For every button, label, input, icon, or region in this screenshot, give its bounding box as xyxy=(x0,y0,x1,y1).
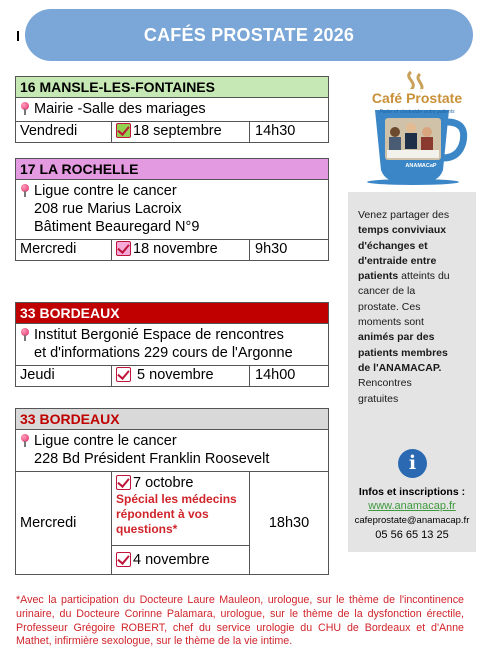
sidebar-line: Rencontres xyxy=(358,377,412,390)
info-title: Infos et inscriptions : xyxy=(358,486,466,498)
event-date-1-cell xyxy=(112,472,249,491)
sidebar-line: Venez partager des xyxy=(358,209,450,221)
map-pin-icon xyxy=(20,328,30,340)
location-line: 228 Bd Président Franklin Roosevelt xyxy=(34,451,270,467)
sidebar-line: patients membres xyxy=(358,346,448,359)
location-line: 208 rue Marius Lacroix xyxy=(34,201,182,217)
sidebar-line: cancer de la xyxy=(358,285,416,298)
event-date: 18 novembre xyxy=(133,241,218,257)
website-link[interactable]: www.anamacap.fr xyxy=(368,500,456,512)
map-pin-icon xyxy=(20,102,30,114)
logo-title: Café Prostate xyxy=(371,90,463,106)
event-day: Mercredi xyxy=(16,240,112,260)
event-date: 7 octobre xyxy=(133,475,194,491)
event-header: 33 BORDEAUX xyxy=(16,303,328,324)
event-schedule-row xyxy=(16,366,328,386)
checkbox-icon xyxy=(116,552,131,567)
event-date-cell xyxy=(112,366,250,386)
event-card-la-rochelle xyxy=(15,158,329,261)
event-card-mansle xyxy=(15,76,329,143)
event-time: 18h30 xyxy=(268,515,310,531)
map-pin-icon xyxy=(20,184,30,196)
event-date-cell xyxy=(112,240,250,260)
sidebar-line: gratuites xyxy=(358,392,399,405)
event-schedule-row xyxy=(16,122,328,142)
event-day: Jeudi xyxy=(16,366,112,386)
event-card-bordeaux-bergonie xyxy=(15,302,329,387)
event-schedule-row xyxy=(16,240,328,260)
cafe-prostate-logo xyxy=(363,70,473,185)
event-date-cell xyxy=(112,122,250,142)
email-link[interactable]: cafeprostate@anamacap.fr xyxy=(354,515,470,526)
sidebar-description xyxy=(358,208,468,407)
sidebar-line: d'échanges et xyxy=(358,239,428,252)
sidebar-line xyxy=(358,269,468,284)
sidebar-line: prostate. Ces xyxy=(358,300,421,313)
logo-brand: ANAMACaP xyxy=(405,163,437,169)
event-time: 9h30 xyxy=(255,241,288,257)
sidebar-line: temps conviviaux xyxy=(358,224,447,237)
sidebar-line: animés par des xyxy=(358,331,435,344)
sidebar-line: moments sont xyxy=(358,316,424,329)
info-icon: i xyxy=(398,449,427,478)
event-date-cell xyxy=(112,472,250,574)
location-line: Institut Bergonié Espace de rencontres xyxy=(34,327,284,343)
sidebar-line: de l'ANAMACAP. xyxy=(358,361,442,374)
event-time: 14h30 xyxy=(255,123,296,139)
special-note: Spécial les médecins répondent à vos questions* xyxy=(112,491,249,546)
location-line: Ligue contre le cancer xyxy=(34,183,177,199)
event-day: Vendredi xyxy=(16,122,112,142)
checkbox-icon xyxy=(116,123,131,138)
text-cursor-mark xyxy=(17,31,19,41)
event-date-2-cell xyxy=(112,546,249,568)
location-line: Mairie -Salle des mariages xyxy=(34,101,206,117)
event-time: 14h00 xyxy=(255,367,296,383)
sidebar-bold: patients xyxy=(358,270,399,283)
map-pin-icon xyxy=(20,434,30,446)
event-location xyxy=(16,180,328,240)
event-location xyxy=(16,324,328,366)
logo-subtitle: Parler et s'entraider entre patients xyxy=(379,109,455,115)
event-location xyxy=(16,98,328,122)
page-title: CAFÉS PROSTATE 2026 xyxy=(25,9,473,61)
location-line: Bâtiment Beauregard N°9 xyxy=(34,219,200,235)
event-schedule-row xyxy=(16,472,328,574)
event-location xyxy=(16,430,328,472)
checkbox-icon xyxy=(116,475,131,490)
footnote: *Avec la participation du Docteure Laure Mauleon, urologue, sur le thème de l'incontinence urinaire, du Docteure Corinne Palamara, urologue, sur le thème de la dysfonction érectile, Professeur Grégoire ROBERT, chef du service urologie du CHU de Bordeaux et d'Anne Mathet, infirmière sexologue, sur le thème de la vie intime. xyxy=(16,594,464,648)
event-day: Mercredi xyxy=(16,472,112,574)
phone-number: 05 56 65 13 25 xyxy=(375,529,449,541)
sidebar-text: atteints du xyxy=(398,270,450,283)
sidebar-line: d'entraide entre xyxy=(358,254,437,267)
event-header: 17 LA ROCHELLE xyxy=(16,159,328,180)
location-line: Ligue contre le cancer xyxy=(34,433,177,449)
event-header: 16 MANSLE-LES-FONTAINES xyxy=(16,77,328,98)
event-header: 33 BORDEAUX xyxy=(16,409,328,430)
location-line: et d'informations 229 cours de l'Argonne xyxy=(34,345,293,361)
event-date: 4 novembre xyxy=(133,552,210,568)
checkbox-icon xyxy=(116,241,131,256)
event-date: 18 septembre xyxy=(133,123,222,139)
event-card-bordeaux-ligue xyxy=(15,408,329,575)
event-date: 5 novembre xyxy=(137,367,214,383)
checkbox-icon xyxy=(116,367,131,382)
